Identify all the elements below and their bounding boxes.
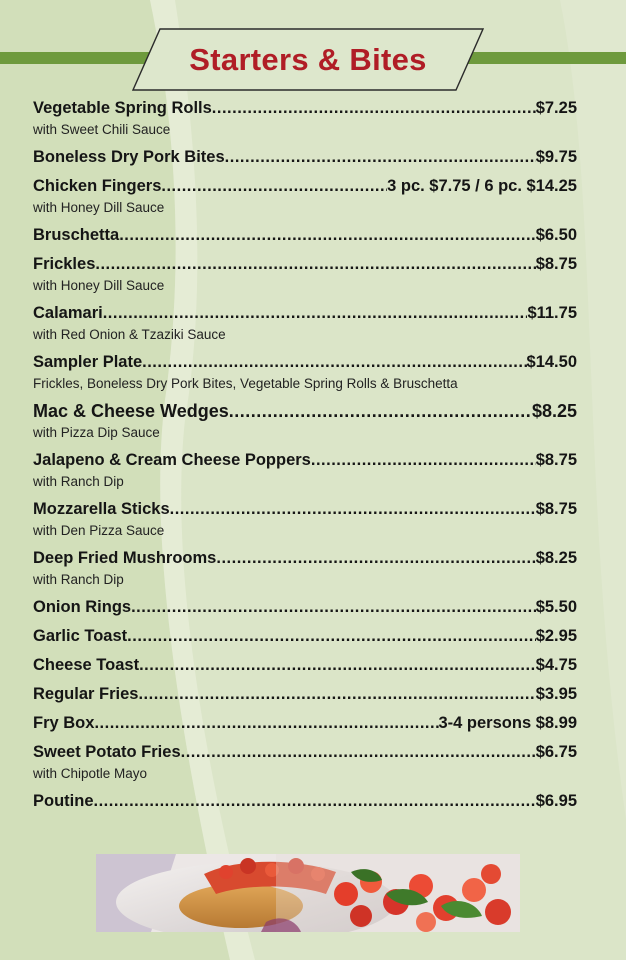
item-description: with Pizza Dip Sauce	[33, 425, 160, 440]
item-name: Fry Box	[33, 714, 95, 732]
item-price: $8.25	[535, 549, 577, 567]
item-description: with Ranch Dip	[33, 572, 124, 587]
item-price: $8.75	[535, 500, 577, 518]
leader-dots	[181, 741, 536, 763]
menu-item	[33, 449, 577, 491]
item-name: Garlic Toast	[33, 627, 128, 645]
item-price: $2.95	[535, 627, 577, 645]
item-price: $6.50	[535, 226, 577, 244]
item-price: 3-4 persons $8.99	[438, 714, 577, 732]
menu-item	[33, 224, 577, 246]
menu-item	[33, 790, 577, 812]
leader-dots	[138, 683, 535, 705]
item-name: Mac & Cheese Wedges	[33, 401, 229, 421]
menu-item	[33, 175, 577, 217]
page-title: Starters & Bites	[189, 41, 427, 77]
leader-dots	[225, 146, 536, 168]
food-photo	[96, 854, 520, 932]
item-name: Jalapeno & Cream Cheese Poppers	[33, 451, 311, 469]
item-description: Frickles, Boneless Dry Pork Bites, Vegetable Spring Rolls & Bruschetta	[33, 376, 458, 391]
item-description: with Ranch Dip	[33, 474, 124, 489]
menu-item	[33, 302, 577, 344]
menu-item	[33, 351, 577, 393]
menu-item	[33, 625, 577, 647]
leader-dots	[311, 449, 536, 471]
leader-dots	[212, 97, 536, 119]
item-name: Poutine	[33, 792, 94, 810]
leader-dots	[229, 400, 532, 422]
item-price: $4.75	[535, 656, 577, 674]
menu-item	[33, 253, 577, 295]
item-description: with Honey Dill Sauce	[33, 200, 165, 215]
menu-item	[33, 712, 577, 734]
leader-dots	[139, 654, 536, 676]
item-price: $9.75	[535, 148, 577, 166]
item-price: $7.25	[535, 99, 577, 117]
menu-item	[33, 97, 577, 139]
leader-dots	[94, 712, 438, 734]
leader-dots	[131, 596, 536, 618]
item-description: with Chipotle Mayo	[33, 766, 148, 781]
menu-item	[33, 547, 577, 589]
item-description: with Den Pizza Sauce	[33, 523, 165, 538]
leader-dots	[127, 625, 536, 647]
item-name: Vegetable Spring Rolls	[33, 99, 212, 117]
item-price: $8.75	[535, 451, 577, 469]
item-name: Sweet Potato Fries	[33, 743, 181, 761]
menu-list	[33, 97, 577, 819]
item-price: $8.75	[535, 255, 577, 273]
item-price: $3.95	[535, 685, 577, 703]
leader-dots	[170, 498, 536, 520]
menu-item	[33, 683, 577, 705]
leader-dots	[94, 790, 536, 812]
item-name: Calamari	[33, 304, 103, 322]
leader-dots	[161, 175, 387, 197]
menu-item	[33, 400, 577, 442]
item-name: Deep Fried Mushrooms	[33, 549, 217, 567]
menu-item	[33, 654, 577, 676]
leader-dots	[216, 547, 535, 569]
leader-dots	[103, 302, 528, 324]
item-name: Cheese Toast	[33, 656, 140, 674]
leader-dots	[142, 351, 526, 373]
item-name: Bruschetta	[33, 226, 120, 244]
item-name: Chicken Fingers	[33, 177, 162, 195]
item-name: Regular Fries	[33, 685, 139, 703]
item-price: $6.95	[535, 792, 577, 810]
menu-item	[33, 498, 577, 540]
item-name: Onion Rings	[33, 598, 132, 616]
menu-item	[33, 146, 577, 168]
item-name: Sampler Plate	[33, 353, 143, 371]
leader-dots	[119, 224, 536, 246]
item-name: Mozzarella Sticks	[33, 500, 170, 518]
item-name: Frickles	[33, 255, 96, 273]
item-description: with Honey Dill Sauce	[33, 278, 165, 293]
menu-item	[33, 741, 577, 783]
item-price: 3 pc. $7.75 / 6 pc. $14.25	[387, 177, 577, 195]
item-price: $14.50	[526, 353, 577, 371]
item-description: with Red Onion & Tzaziki Sauce	[33, 327, 226, 342]
item-description: with Sweet Chili Sauce	[33, 122, 171, 137]
item-price: $8.25	[531, 401, 577, 421]
leader-dots	[95, 253, 535, 275]
item-name: Boneless Dry Pork Bites	[33, 148, 225, 166]
menu-item	[33, 596, 577, 618]
item-price: $5.50	[535, 598, 577, 616]
item-price: $11.75	[527, 304, 577, 322]
item-price: $6.75	[535, 743, 577, 761]
